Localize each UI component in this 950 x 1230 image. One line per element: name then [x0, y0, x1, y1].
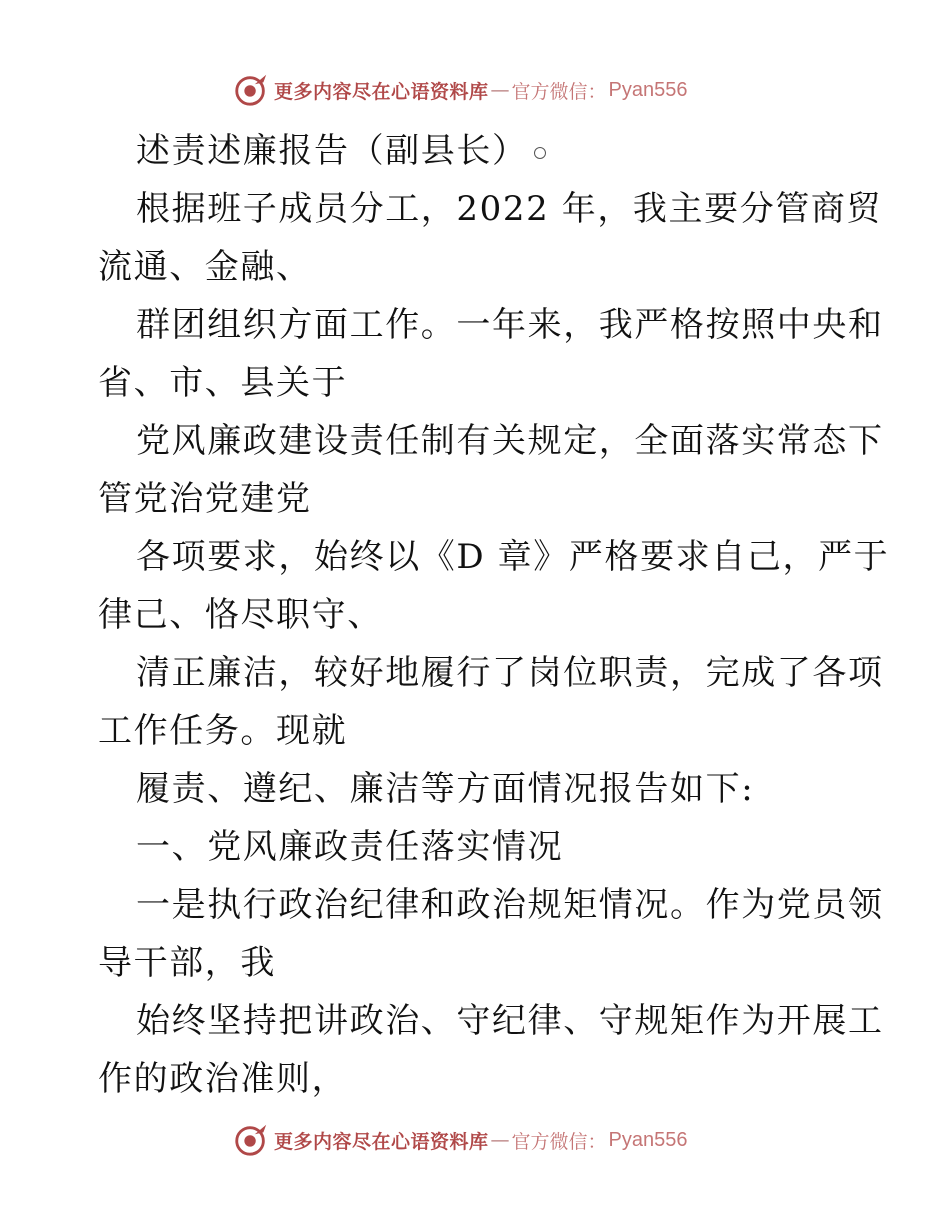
- text-line: 一是执行政治纪律和政治规矩情况。作为党员领: [136, 885, 884, 925]
- text-line: 律己、恪尽职守、: [98, 595, 383, 635]
- brand-logo-icon: [232, 1121, 270, 1159]
- document-title: [98, 122, 858, 180]
- paragraph-mark-icon: [534, 147, 546, 159]
- header-watermark-banner: [232, 70, 688, 110]
- text-line: 根据班子成员分工，2022 年，我主要分管商贸: [136, 189, 883, 229]
- text-line: 各项要求，始终以《D 章》严格要求自己，严于: [136, 537, 890, 577]
- text-line: 清正廉洁，较好地履行了岗位职责，完成了各项: [136, 653, 884, 693]
- title-text: 述责述廉报告（副县长）: [136, 131, 528, 171]
- text-line: 群团组织方面工作。一年来，我严格按照中央和: [136, 305, 884, 345]
- banner-separator: —: [490, 1129, 510, 1151]
- text-line: 履责、遵纪、廉洁等方面情况报告如下:: [136, 769, 755, 809]
- banner-wechat-label: 官方微信：: [511, 1130, 607, 1153]
- banner-main-text: 更多内容尽在心语资料库: [274, 1130, 489, 1153]
- document-body: [98, 122, 890, 1108]
- text-line: 工作任务。现就: [98, 711, 348, 751]
- text-line: 省、市、县关于: [98, 363, 348, 403]
- text-line: 始终坚持把讲政治、守纪律、守规矩作为开展工: [136, 1001, 884, 1041]
- text-line: 流通、金融、: [98, 247, 312, 287]
- banner-wechat-id: Pyan556: [608, 78, 688, 101]
- text-line: 作的政治准则，: [98, 1059, 348, 1099]
- text-line: 管党治党建党: [98, 479, 312, 519]
- banner-wechat-label: 官方微信：: [511, 80, 607, 103]
- brand-logo-icon: [232, 71, 270, 109]
- banner-main-text: 更多内容尽在心语资料库: [274, 80, 489, 103]
- banner-separator: —: [490, 79, 510, 101]
- banner-wechat-id: Pyan556: [608, 1128, 688, 1151]
- text-line: 导干部，我: [98, 943, 276, 983]
- footer-watermark-banner: [232, 1120, 688, 1160]
- section-heading: 一、党风廉政责任落实情况: [136, 827, 564, 867]
- text-line: 党风廉政建设责任制有关规定，全面落实常态下: [136, 421, 884, 461]
